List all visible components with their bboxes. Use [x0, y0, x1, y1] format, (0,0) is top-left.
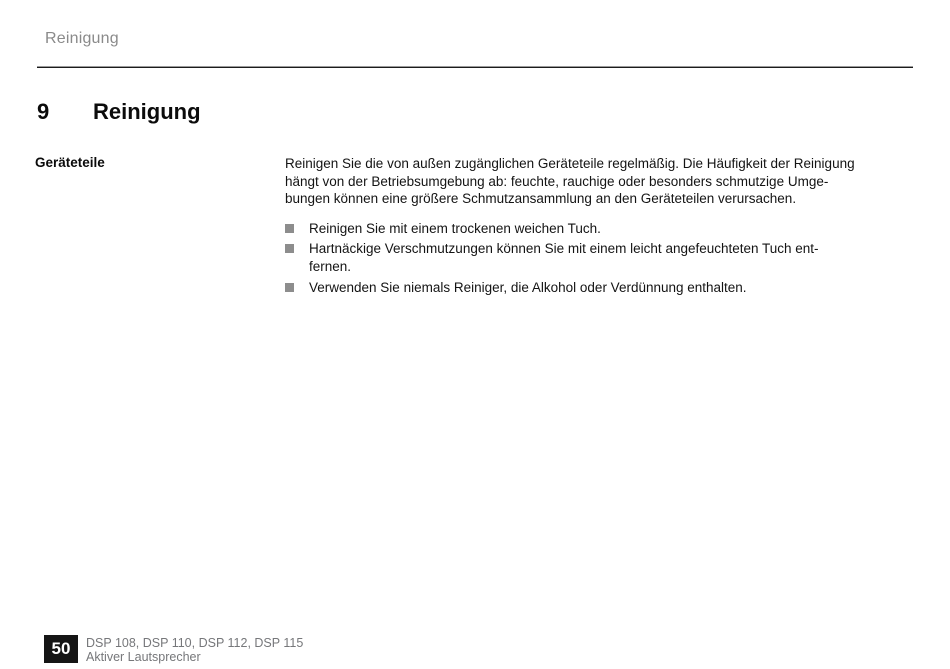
list-item-text — [309, 240, 819, 275]
square-bullet-icon — [285, 283, 294, 292]
paragraph-line: hängt von der Betriebsumgebung ab: feuchte, rauchige oder besonders schmutzige Umge- — [285, 173, 829, 189]
page-number-badge — [44, 635, 78, 663]
section-side-label: Geräteteile — [35, 155, 105, 170]
list-item — [285, 240, 930, 275]
footer-product-type: Aktiver Lautsprecher — [86, 650, 201, 664]
running-header: Reinigung — [45, 30, 119, 47]
page-number: 50 — [51, 639, 71, 658]
list-item-line: Reinigen Sie mit einem trockenen weichen Tuch. — [309, 220, 601, 236]
chapter-title: Reinigung — [93, 99, 201, 124]
list-item — [285, 220, 930, 238]
chapter-number: 9 — [37, 99, 50, 124]
list-item-line: Verwenden Sie niemals Reiniger, die Alkohol oder Verdünnung enthalten. — [309, 279, 747, 295]
footer-product-line: DSP 108, DSP 110, DSP 112, DSP 115 — [86, 636, 304, 650]
paragraph-line: bungen können eine größere Schmutzansammlung an den Geräteteilen verursachen. — [285, 191, 797, 207]
list-item-text — [309, 220, 601, 238]
footer-product-info — [86, 635, 303, 664]
list-item-text — [309, 279, 747, 297]
header-divider — [37, 66, 913, 68]
list-item-line: Hartnäckige Verschmutzungen können Sie mit einem leicht angefeuchteten Tuch ent- — [309, 241, 819, 257]
square-bullet-icon — [285, 224, 294, 233]
page-footer — [44, 635, 303, 664]
chapter-heading — [37, 99, 201, 125]
body-text-column — [285, 155, 930, 299]
list-item-line: fernen. — [309, 258, 352, 274]
list-item — [285, 279, 930, 297]
square-bullet-icon — [285, 244, 294, 253]
paragraph-line: Reinigen Sie die von außen zugänglichen Geräteteile regelmäßig. Die Häufigkeit der Reinigung — [285, 156, 855, 171]
intro-paragraph — [285, 155, 930, 208]
bullet-list — [285, 220, 930, 296]
